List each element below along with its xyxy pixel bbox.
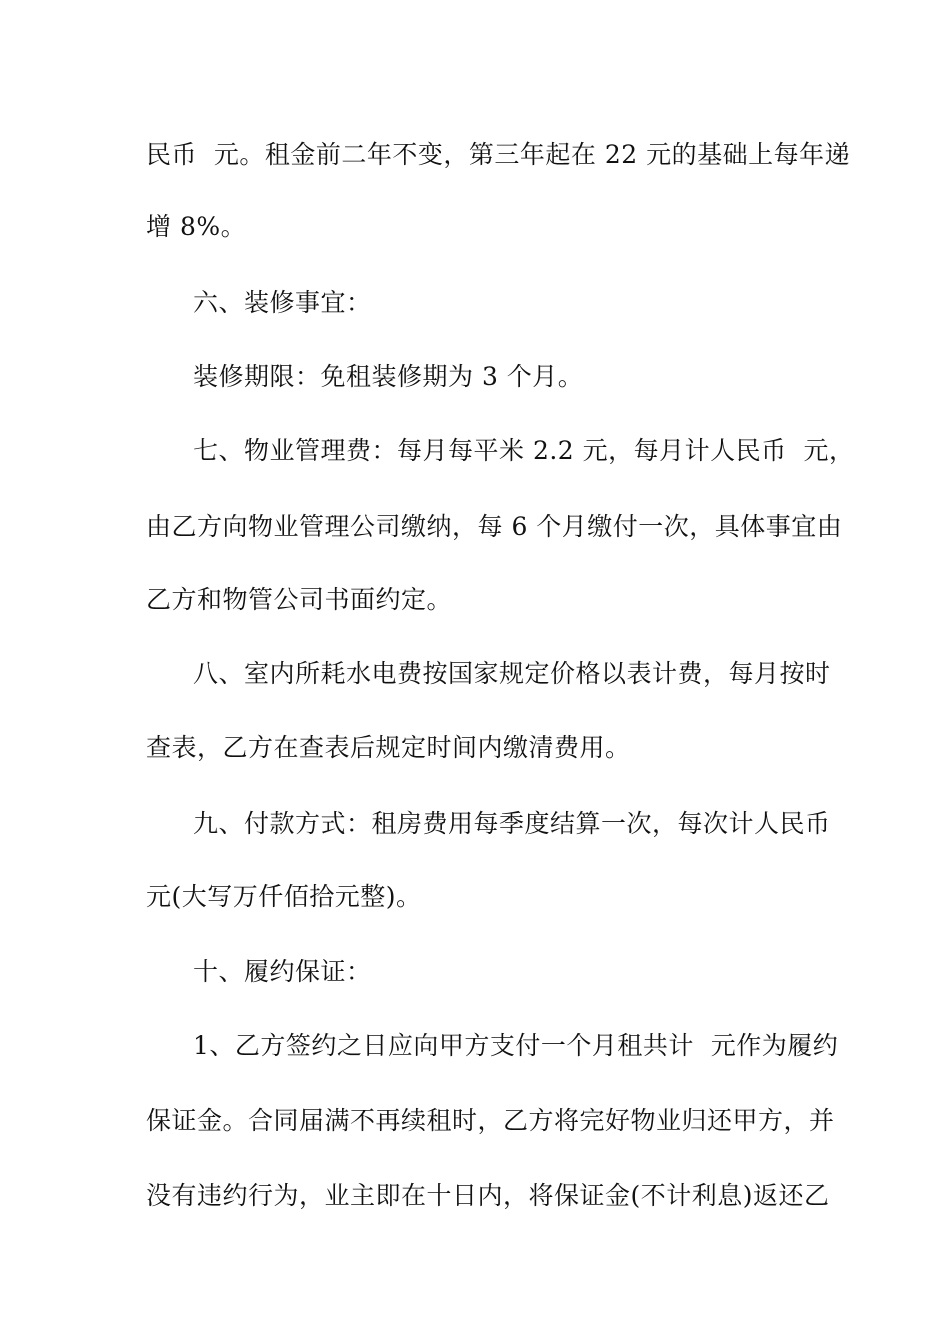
section-heading-renovation: 六、装修事宜：: [193, 288, 372, 317]
text-line-guarantee-end: 没有违约行为，业主即在十日内，将保证金(不计利息)返还乙: [146, 1181, 830, 1210]
text-line-guarantee-item-1: 1、乙方签约之日应向甲方支付一个月租共计 元作为履约: [193, 1031, 839, 1060]
section-heading-guarantee: 十、履约保证：: [193, 957, 372, 986]
text-line-payment-method-cont: 元(大写万仟佰拾元整)。: [146, 882, 422, 911]
section-property-fee: 七、物业管理费：每月每平米 2.2 元，每月计人民币 元，: [193, 436, 855, 465]
text-line-guarantee-cont: 保证金。合同届满不再续租时，乙方将完好物业归还甲方，并: [146, 1106, 835, 1135]
text-line-rent-increase: 民币 元。租金前二年不变，第三年起在 22 元的基础上每年递: [146, 140, 851, 169]
text-line-rent-increase-cont: 增 8%。: [146, 212, 247, 241]
text-line-property-fee-cont: 由乙方向物业管理公司缴纳，每 6 个月缴付一次，具体事宜由: [146, 512, 843, 541]
text-line-utilities-cont: 查表，乙方在查表后规定时间内缴清费用。: [146, 733, 631, 762]
text-line-renovation-period: 装修期限：免租装修期为 3 个月。: [193, 362, 584, 391]
text-line-property-fee-end: 乙方和物管公司书面约定。: [146, 585, 453, 614]
section-utilities: 八、室内所耗水电费按国家规定价格以表计费，每月按时: [193, 659, 831, 688]
section-payment-method: 九、付款方式：租房费用每季度结算一次，每次计人民币: [193, 809, 831, 838]
